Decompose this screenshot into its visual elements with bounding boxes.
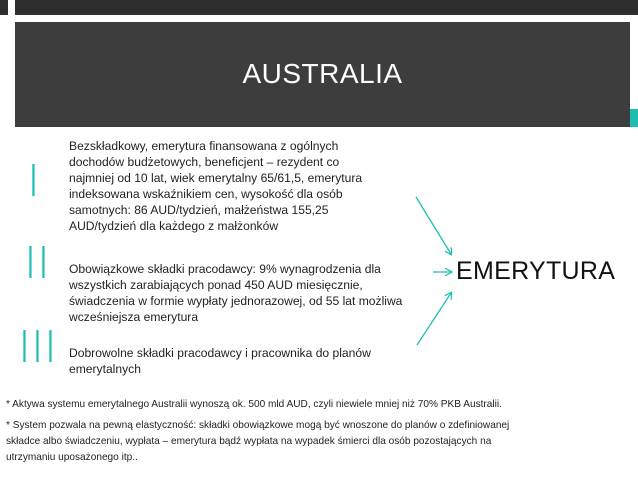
pillar-numeral-3: III xyxy=(18,322,57,373)
arrow-pillar-1 xyxy=(416,197,451,254)
pillar-3-line: Dobrowolne składki pracodawcy i pracownika do planów xyxy=(69,346,371,360)
pillar-numeral-2: II xyxy=(24,238,50,289)
pillar-numeral-1: I xyxy=(27,156,40,207)
pillar-3-line: emerytalnych xyxy=(69,362,141,376)
footnote-assets: * Aktywa systemu emerytalnego Australii wynoszą ok. 500 mld AUD, czyli niewiele mniej niż 70% PKB Australii. xyxy=(6,399,502,410)
footnote-line: * System pozwala na pewną elastyczność: składki obowiązkowe mogą być wnoszone do planów o zdefiniowanej xyxy=(6,420,510,431)
pillar-1-line: najmniej od 10 lat, wiek emerytalny 65/61,5, emerytura xyxy=(69,171,363,185)
footnote-flexibility xyxy=(6,418,634,466)
pillar-2-line: Obowiązkowe składki pracodawcy: 9% wynagrodzenia dla xyxy=(69,262,381,276)
footnote-line: utrzymaniu uposażonego itp.. xyxy=(6,452,138,463)
pillar-1-line: samotnych: 86 AUD/tydzień, małżeństwa 155,25 xyxy=(69,203,329,217)
pillar-2-line: świadczenia w formie wypłaty jednorazowej, od 55 lat możliwa xyxy=(69,294,403,308)
slide-title: AUSTRALIA xyxy=(242,58,403,89)
pillar-1-line: AUD/tydzień dla każdego z małżonków xyxy=(69,219,279,233)
footnote-line: składce albo świadczeniu, wypłata – emerytura bądź wypłata na wypadek śmierci dla osób pozostających na xyxy=(6,436,492,447)
pillar-2-line: wcześniejsza emerytura xyxy=(69,310,199,324)
pillar-1-line: Bezskładkowy, emerytura finansowana z ogólnych xyxy=(69,139,339,153)
pillar-1-line: indeksowana wskaźnikiem cen, wysokość dla osób xyxy=(69,187,343,201)
result-label: EMERYTURA xyxy=(456,257,616,285)
arrow-pillar-3 xyxy=(417,293,451,345)
pillar-1-line: dochodów budżetowych, beneficjent – rezydent co xyxy=(69,155,340,169)
pillar-2-line: wszystkich zarabiających ponad 450 AUD miesięcznie, xyxy=(69,278,363,292)
